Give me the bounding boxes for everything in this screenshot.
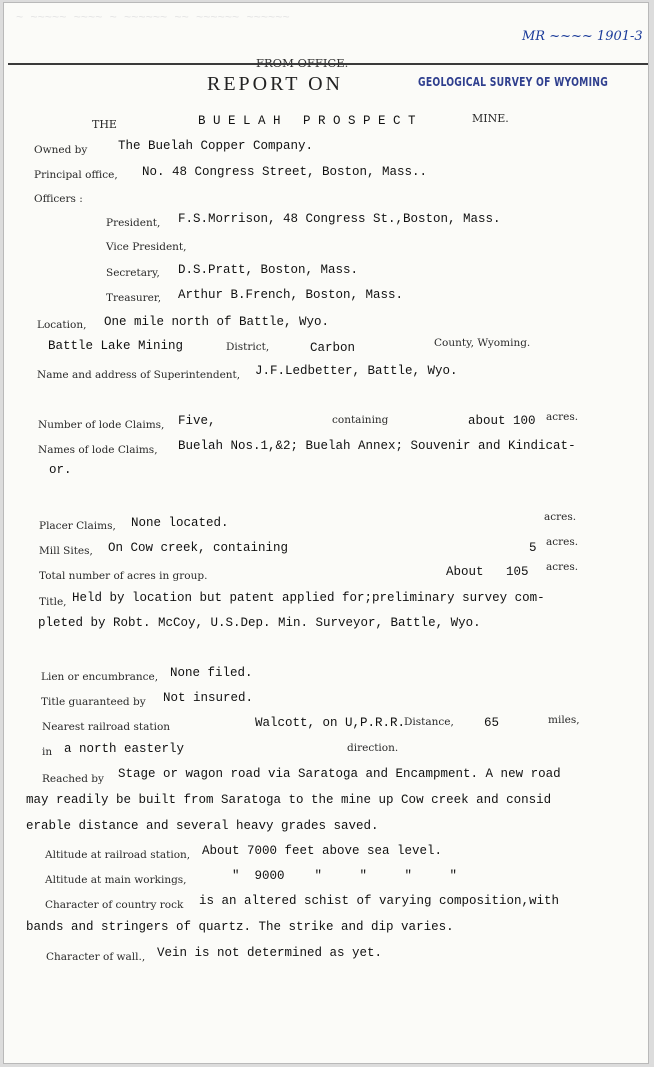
altitude-station-label: Altitude at railroad station,	[45, 849, 191, 861]
county-label: County, Wyoming.	[434, 337, 531, 349]
treasurer-value: Arthur B.French, Boston, Mass.	[178, 288, 404, 302]
district-label: District,	[226, 341, 270, 353]
treasurer-label: Treasurer,	[106, 292, 162, 304]
superintendent-label: Name and address of Superintendent,	[37, 369, 241, 381]
superintendent-value: J.F.Ledbetter, Battle, Wyo.	[255, 364, 458, 378]
mine-label: MINE.	[472, 112, 509, 125]
lode-claims-value: Five,	[178, 414, 216, 428]
geological-survey-stamp: GEOLOGICAL SURVEY OF WYOMING	[418, 74, 609, 89]
direction-label: direction.	[347, 742, 399, 754]
wall-label: Character of wall.,	[46, 951, 146, 963]
placer-claims-label: Placer Claims,	[39, 520, 116, 532]
secretary-label: Secretary,	[106, 267, 160, 279]
railroad-value: Walcott, on U,P.R.R.	[255, 716, 406, 730]
mill-sites-acres-label: acres.	[546, 536, 579, 548]
total-acres-value: About 105	[446, 565, 529, 579]
total-acres-label: Total number of acres in group.	[39, 570, 208, 582]
officers-label: Officers :	[34, 193, 83, 205]
altitude-station-value: About 7000 feet above sea level.	[202, 844, 443, 858]
altitude-workings-value: " 9000 " " " "	[232, 869, 458, 883]
railroad-label: Nearest railroad station	[42, 721, 171, 733]
county-value: Carbon	[310, 341, 356, 355]
reached-by-value-2: may readily be built from Saratoga to the mine up Cow creek and consid	[26, 793, 552, 807]
title-label: Title,	[39, 596, 67, 608]
the-label: THE	[92, 118, 117, 131]
distance-value: 65	[484, 716, 500, 730]
placer-acres-label: acres.	[544, 511, 577, 523]
lode-claims-label: Number of lode Claims,	[38, 419, 165, 431]
lode-acres-label: acres.	[546, 411, 579, 423]
document-page	[3, 2, 649, 1064]
title-value-1: Held by location but patent applied for;preliminary survey com-	[72, 591, 545, 605]
country-rock-label: Character of country rock	[45, 899, 184, 911]
mill-sites-value: On Cow creek, containing	[108, 541, 289, 555]
owned-by-value: The Buelah Copper Company.	[118, 139, 314, 153]
lode-names-label: Names of lode Claims,	[38, 444, 158, 456]
principal-office-label: Principal office,	[34, 169, 118, 181]
vice-president-label: Vice President,	[106, 241, 187, 253]
district-value: Battle Lake Mining	[48, 339, 184, 353]
owned-by-label: Owned by	[34, 144, 88, 156]
lien-label: Lien or encumbrance,	[41, 671, 159, 683]
placer-claims-value: None located.	[131, 516, 229, 530]
principal-office-value: No. 48 Congress Street, Boston, Mass..	[142, 165, 428, 179]
title-value-2: pleted by Robt. McCoy, U.S.Dep. Min. Surveyor, Battle, Wyo.	[38, 616, 481, 630]
reached-by-label: Reached by	[42, 773, 104, 785]
title-guaranteed-value: Not insured.	[163, 691, 254, 705]
country-rock-value-1: is an altered schist of varying composition,with	[199, 894, 560, 908]
mill-sites-label: Mill Sites,	[39, 545, 93, 557]
title-guaranteed-label: Title guaranteed by	[41, 696, 146, 708]
location-label: Location,	[37, 319, 87, 331]
secretary-value: D.S.Pratt, Boston, Mass.	[178, 263, 359, 277]
lode-names-value-2: or.	[49, 463, 72, 477]
mill-sites-number: 5	[529, 541, 537, 555]
lode-names-value-1: Buelah Nos.1,&2; Buelah Annex; Souvenir and Kindicat-	[178, 439, 576, 453]
miles-label: miles,	[548, 714, 580, 726]
country-rock-value-2: bands and stringers of quartz. The strike and dip varies.	[26, 920, 454, 934]
lode-acres-value: about 100	[468, 414, 536, 428]
direction-in-label: in	[42, 746, 53, 758]
location-value: One mile north of Battle, Wyo.	[104, 315, 330, 329]
reached-by-value-3: erable distance and several heavy grades saved.	[26, 819, 379, 833]
direction-value: a north easterly	[64, 742, 185, 756]
president-label: President,	[106, 217, 161, 229]
report-on-title: REPORT ON	[207, 73, 344, 95]
lien-value: None filed.	[170, 666, 253, 680]
faint-bleed-through: ~ ~~~~~ ~~~~ ~ ~~~~~~ ~~ ~~~~~~ ~~~~~~	[16, 11, 290, 25]
handwritten-annotation: MR ~~~~ 1901-3	[522, 29, 643, 44]
from-office-label: FROM OFFICE.	[256, 56, 349, 70]
distance-label: Distance,	[404, 716, 454, 728]
reached-by-value-1: Stage or wagon road via Saratoga and Encampment. A new road	[118, 767, 561, 781]
wall-value: Vein is not determined as yet.	[157, 946, 383, 960]
containing-label: containing	[332, 414, 389, 426]
total-acres-unit: acres.	[546, 561, 579, 573]
altitude-workings-label: Altitude at main workings,	[45, 874, 187, 886]
prospect-name: B U E L A H P R O S P E C T	[198, 114, 416, 128]
president-value: F.S.Morrison, 48 Congress St.,Boston, Mass.	[178, 212, 501, 226]
